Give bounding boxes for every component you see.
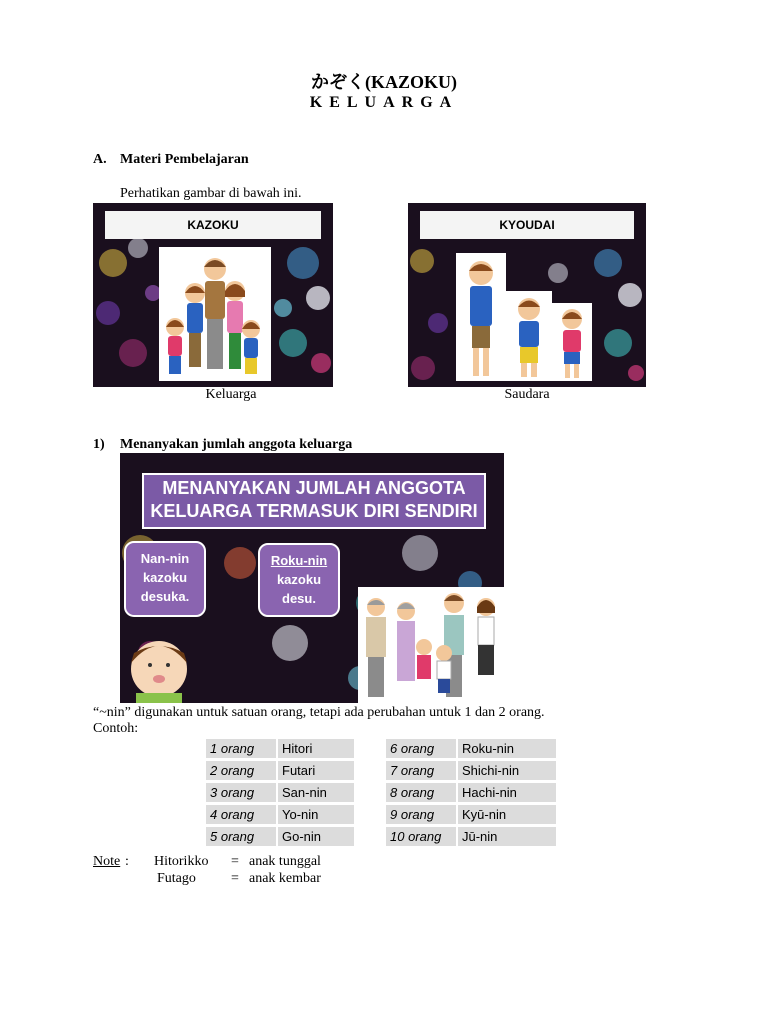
- count-cell: 6 orang: [386, 739, 458, 758]
- note-meaning: anak tunggal: [249, 854, 321, 869]
- note-equals: =: [231, 871, 239, 886]
- word-cell: San-nin: [278, 783, 356, 802]
- girl-figure: [166, 318, 184, 374]
- banner-title: [142, 473, 486, 529]
- title-japanese: かぞく(KAZOKU): [311, 72, 457, 92]
- answer-line-1: Roku-nin: [270, 553, 328, 568]
- grandfather-figure: [366, 598, 386, 697]
- example-label: Contoh:: [93, 721, 139, 736]
- banner-line-2: KELUARGA TERMASUK DIRI SENDIRI: [150, 501, 478, 521]
- count-cell: 5 orang: [206, 827, 278, 846]
- word-cell: Futari: [278, 761, 356, 780]
- note-colon: :: [125, 854, 129, 869]
- kyoudai-label: KYOUDAI: [420, 211, 634, 239]
- word-cell: Hachi-nin: [458, 783, 558, 802]
- mother-figure: [225, 281, 245, 369]
- boy-face-illustration: [124, 629, 194, 703]
- count-cell: 3 orang: [206, 783, 278, 802]
- kyoudai-caption: Saudara: [504, 387, 550, 402]
- kazoku-label: KAZOKU: [105, 211, 321, 239]
- table-row: [206, 805, 356, 824]
- table-row: [206, 761, 356, 780]
- count-cell: 4 orang: [206, 805, 278, 824]
- question-line-3: desuka.: [140, 589, 190, 604]
- grandmother-figure: [397, 602, 415, 681]
- question-line-1: Nan-nin: [140, 551, 190, 566]
- father-figure: [204, 258, 226, 369]
- answer-line-3: desu.: [282, 591, 316, 606]
- word-cell: Go-nin: [278, 827, 356, 846]
- son-figure: [185, 283, 205, 367]
- question-bubble: [124, 541, 206, 617]
- table-row: [386, 783, 558, 802]
- section-a-marker: A.: [93, 152, 107, 167]
- brother-card: [506, 291, 552, 381]
- sister-card: [552, 303, 592, 381]
- six-member-family-illustration: [358, 587, 504, 703]
- note-meaning: anak kembar: [249, 871, 321, 886]
- note-label: Note: [93, 854, 121, 869]
- kazoku-image: [93, 203, 333, 387]
- counting-table-right: [386, 736, 558, 849]
- count-cell: 9 orang: [386, 805, 458, 824]
- title-indonesian: KELUARGA: [309, 94, 459, 111]
- explanation-text: “~nin” digunakan untuk satuan orang, tetapi ada perubahan untuk 1 dan 2 orang.: [93, 705, 545, 720]
- son-figure: [436, 645, 452, 693]
- section-1-heading: Menanyakan jumlah anggota keluarga: [120, 437, 353, 452]
- word-cell: Kyū-nin: [458, 805, 558, 824]
- table-row: [206, 827, 356, 846]
- section-1-marker: 1): [93, 437, 105, 452]
- instruction-text: Perhatikan gambar di bawah ini.: [120, 186, 302, 201]
- count-cell: 2 orang: [206, 761, 278, 780]
- answer-line-2: kazoku: [276, 572, 322, 587]
- asking-family-image: [120, 453, 504, 703]
- question-line-2: kazoku: [142, 570, 188, 585]
- table-row: [206, 783, 356, 802]
- word-cell: Shichi-nin: [458, 761, 558, 780]
- family-illustration: [159, 247, 271, 381]
- word-cell: Yo-nin: [278, 805, 356, 824]
- count-cell: 10 orang: [386, 827, 458, 846]
- count-cell: 7 orang: [386, 761, 458, 780]
- word-cell: Roku-nin: [458, 739, 558, 758]
- mother-figure: [477, 598, 495, 675]
- table-row: [206, 739, 356, 758]
- section-a-heading: Materi Pembelajaran: [120, 152, 249, 167]
- table-row: [386, 827, 558, 846]
- table-row: [386, 739, 558, 758]
- daughter-figure: [416, 639, 432, 679]
- note-equals: =: [231, 854, 239, 869]
- count-cell: 8 orang: [386, 783, 458, 802]
- table-row: [386, 805, 558, 824]
- note-term: Futago: [157, 871, 196, 886]
- note-term: Hitorikko: [154, 854, 209, 869]
- boy-figure: [242, 320, 260, 374]
- count-cell: 1 orang: [206, 739, 278, 758]
- counting-table-left: [206, 736, 356, 849]
- word-cell: Jū-nin: [458, 827, 558, 846]
- older-brother-card: [456, 253, 506, 381]
- kazoku-caption: Keluarga: [205, 387, 257, 402]
- kyoudai-image: [408, 203, 646, 387]
- word-cell: Hitori: [278, 739, 356, 758]
- banner-line-1: MENANYAKAN JUMLAH ANGGOTA: [162, 478, 466, 498]
- table-row: [386, 761, 558, 780]
- answer-bubble: [258, 543, 340, 617]
